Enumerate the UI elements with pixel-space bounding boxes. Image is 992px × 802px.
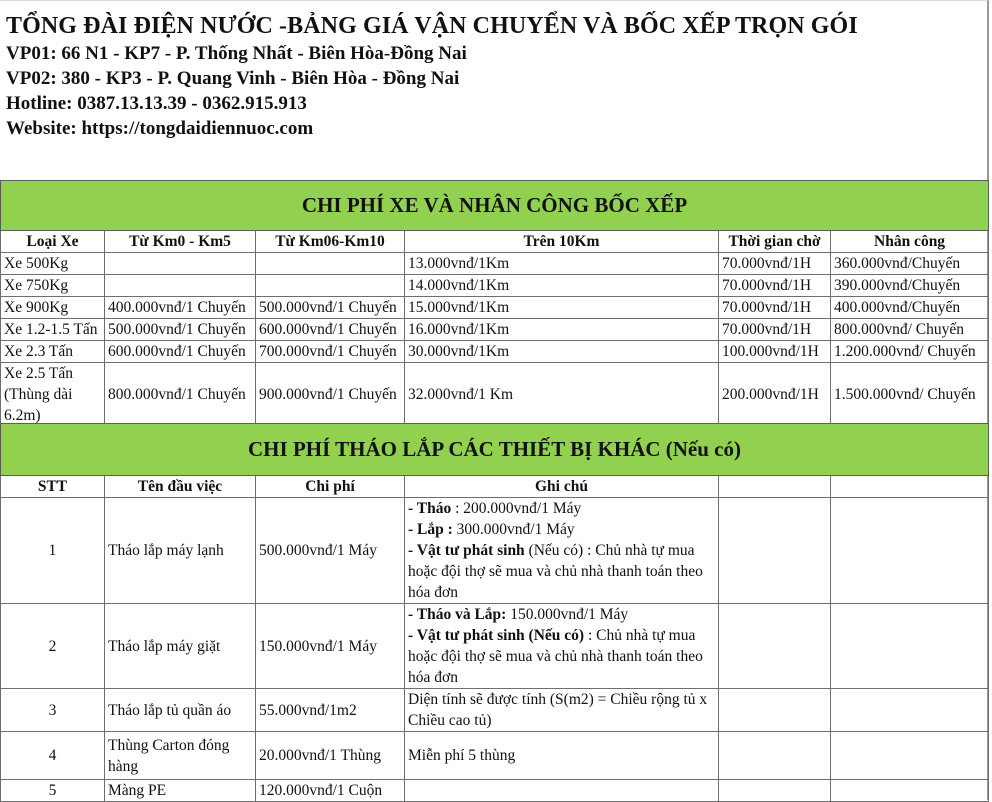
cell: 16.000vnđ/1Km [405,319,719,341]
cell: 15.000vnđ/1Km [405,297,719,319]
cell: 400.000vnđ/1 Chuyến [105,297,256,319]
cell-cost: 150.000vnđ/1 Máy [256,604,405,689]
cell [831,780,989,802]
column-header: Ghi chú [405,476,719,498]
cell: 600.000vnđ/1 Chuyến [105,341,256,363]
cell: 400.000vnđ/Chuyến [831,297,989,319]
column-header: Nhân công [831,231,989,253]
table-row [1,732,989,780]
cell-stt: 5 [1,780,105,802]
section-title: CHI PHÍ XE VÀ NHÂN CÔNG BỐC XẾP [1,181,989,231]
table-row [1,780,989,802]
cell [256,253,405,275]
cell: 800.000vnđ/1 Chuyến [105,363,256,427]
table-row [1,363,989,427]
cell-cost: 55.000vnđ/1m2 [256,689,405,732]
cell-cost: 120.000vnđ/1 Cuộn [256,780,405,802]
note-label: - Vật tư phát sinh [408,542,525,559]
website: Website: https://tongdaidiennuoc.com [6,118,314,139]
cell-task: Thùng Carton đóng hàng [105,732,256,780]
table-row [1,689,989,732]
cell: Xe 500Kg [1,253,105,275]
equipment-cost-table [0,423,989,802]
table-header-row [1,231,989,253]
cell: 30.000vnđ/1Km [405,341,719,363]
note-label: - Vật tư phát sinh (Nếu có) [408,627,585,644]
cell [831,732,989,780]
cell [719,689,831,732]
column-header: STT [1,476,105,498]
cell: 1.200.000vnđ/ Chuyến [831,341,989,363]
cell-stt: 1 [1,498,105,604]
cell: 70.000vnđ/1H [719,319,831,341]
cell [256,275,405,297]
table-row [1,319,989,341]
document-header [6,11,858,141]
column-header: Tên đầu việc [105,476,256,498]
cell-note: Diện tính sẽ được tính (S(m2) = Chiều rộng tủ x Chiều cao tủ) [405,689,719,732]
cell: 500.000vnđ/1 Chuyến [256,297,405,319]
table-row [1,604,989,689]
hotline: Hotline: 0387.13.13.39 - 0362.915.913 [6,93,307,114]
vehicle-cost-table [0,180,989,427]
note-label: - Tháo [408,500,452,517]
cell: 500.000vnđ/1 Chuyến [105,319,256,341]
cell: Xe 2.3 Tấn [1,341,105,363]
cell-task: Tháo lắp tủ quần áo [105,689,256,732]
cell: 13.000vnđ/1Km [405,253,719,275]
cell-stt: 3 [1,689,105,732]
cell-task: Tháo lắp máy lạnh [105,498,256,604]
cell [719,732,831,780]
cell-stt: 2 [1,604,105,689]
table-row [1,253,989,275]
section-title: CHI PHÍ THÁO LẮP CÁC THIẾT BỊ KHÁC (Nếu có) [1,424,989,476]
cell: Xe 750Kg [1,275,105,297]
column-header: Thời gian chờ [719,231,831,253]
office-2-address: VP02: 380 - KP3 - P. Quang Vinh - Biên Hòa - Đồng Nai [6,68,460,89]
cell-note: - Tháo và Lắp: 150.000vnđ/1 Máy - Vật tư phát sinh (Nếu có) : Chủ nhà tự mua hoặc đội thợ sẽ mua và chủ nhà thanh toán theo hóa đơn [405,604,719,689]
cell: 70.000vnđ/1H [719,297,831,319]
cell: 600.000vnđ/1 Chuyến [256,319,405,341]
section-band [1,181,989,231]
cell: 32.000vnđ/1 Km [405,363,719,427]
column-header: Chi phí [256,476,405,498]
cell-note: Miễn phí 5 thùng [405,732,719,780]
cell: 100.000vnđ/1H [719,341,831,363]
cell-task: Tháo lắp máy giặt [105,604,256,689]
column-header: Từ Km0 - Km5 [105,231,256,253]
cell [719,498,831,604]
cell: 200.000vnđ/1H [719,363,831,427]
cell: 390.000vnđ/Chuyến [831,275,989,297]
cell: Xe 1.2-1.5 Tấn [1,319,105,341]
cell: 900.000vnđ/1 Chuyến [256,363,405,427]
cell-task: Màng PE [105,780,256,802]
column-header: Loại Xe [1,231,105,253]
table-row [1,341,989,363]
cell: Xe 900Kg [1,297,105,319]
column-header: Trên 10Km [405,231,719,253]
cell: 360.000vnđ/Chuyến [831,253,989,275]
cell-stt: 4 [1,732,105,780]
cell: 70.000vnđ/1H [719,253,831,275]
cell [719,604,831,689]
table-row [1,275,989,297]
cell [831,604,989,689]
table-row [1,297,989,319]
table-header-row [1,476,989,498]
cell [719,780,831,802]
cell [831,689,989,732]
cell-note: - Tháo : 200.000vnđ/1 Máy - Lắp : 300.000vnđ/1 Máy - Vật tư phát sinh (Nếu có) : Chủ nhà tự mua hoặc đội thợ sẽ mua và chủ nhà thanh toán theo hóa đơn [405,498,719,604]
table-row [1,498,989,604]
cell: 1.500.000vnđ/ Chuyến [831,363,989,427]
note-label: - Lắp : [408,521,453,538]
cell: 14.000vnđ/1Km [405,275,719,297]
cell [105,253,256,275]
cell [831,498,989,604]
cell-cost: 20.000vnđ/1 Thùng [256,732,405,780]
section-band [1,424,989,476]
column-header [831,476,989,498]
cell: 800.000vnđ/ Chuyến [831,319,989,341]
office-1-address: VP01: 66 N1 - KP7 - P. Thống Nhất - Biên Hòa-Đồng Nai [6,43,467,64]
column-header: Từ Km06-Km10 [256,231,405,253]
cell [105,275,256,297]
page-title: TỔNG ĐÀI ĐIỆN NƯỚC -BẢNG GIÁ VẬN CHUYỂN VÀ BỐC XẾP TRỌN GÓI [6,13,858,39]
cell: Xe 2.5 Tấn (Thùng dài 6.2m) [1,363,105,427]
cell: 70.000vnđ/1H [719,275,831,297]
note-label: - Tháo và Lắp: [408,606,507,623]
cell-note [405,780,719,802]
cell: 700.000vnđ/1 Chuyến [256,341,405,363]
cell-cost: 500.000vnđ/1 Máy [256,498,405,604]
column-header [719,476,831,498]
